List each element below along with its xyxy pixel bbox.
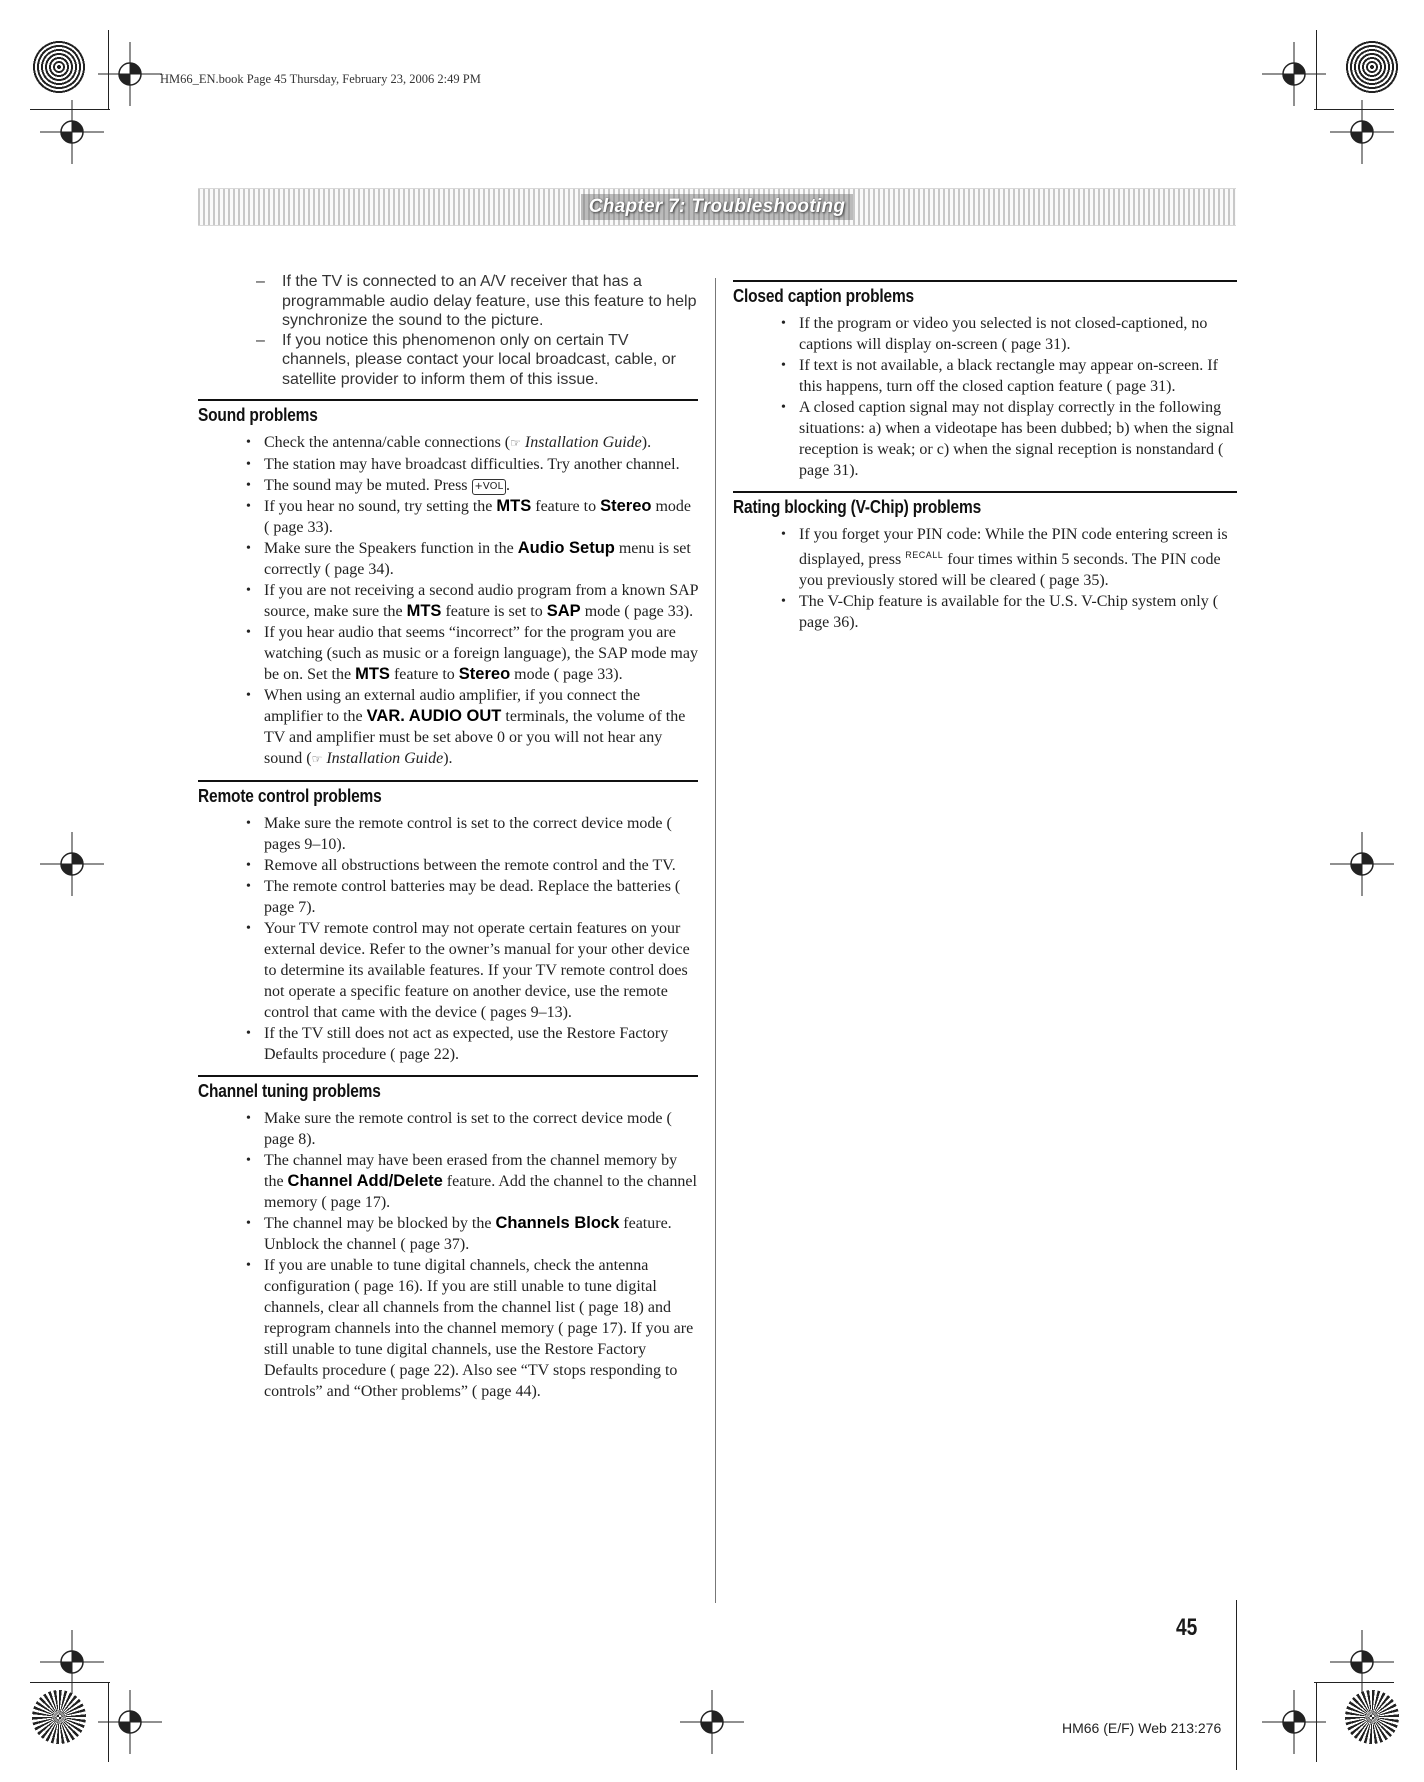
list-item: • If text is not available, a black rectangle may appear on-screen. If this happens, turn off the closed caption feature ( page 31). <box>799 355 1237 397</box>
list-item: • When using an external audio amplifier, if you connect the amplifier to the VAR. AUDIO OUT terminals, the volume of the TV and amplifier must be set above 0 or you will not hear any sound (☞ Installation Guide). <box>264 685 698 770</box>
crop-mark <box>30 1682 110 1683</box>
bullet-list <box>198 432 698 770</box>
list-item: • If you hear no sound, try setting the MTS feature to Stereo mode ( page 33). <box>264 496 698 538</box>
crop-mark <box>1236 1600 1237 1770</box>
list-item: • If you are unable to tune digital channels, check the antenna configuration ( page 16). If you are still unable to tune digital channels, clear all channels from the channel list ( page 18) and reprogram channels into the channel memory ( page 17). If you are still unable to tune digital channels, use the Restore Factory Defaults procedure ( page 22). Also see “TV stops responding to controls” and “Other problems” ( page 44). <box>264 1255 698 1402</box>
registration-dial-icon <box>32 1690 86 1744</box>
list-item: • If you hear audio that seems “incorrect” for the program you are watching (such as music or a foreign language), the SAP mode may be on. Set the MTS feature to Stereo mode ( page 33). <box>264 622 698 685</box>
chapter-banner <box>198 188 1236 226</box>
list-item: • If you are not receiving a second audio program from a known SAP source, make sure the MTS feature is set to SAP mode ( page 33). <box>264 580 698 622</box>
list-item: • If the program or video you selected is not closed-captioned, no captions will display on-screen ( page 31). <box>799 313 1237 355</box>
channel-tuning-problems-section <box>198 1075 698 1402</box>
reference-icon: ☞ <box>311 752 323 766</box>
list-item: • The remote control batteries may be dead. Replace the batteries ( page 7). <box>264 876 698 918</box>
crop-mark <box>108 30 109 110</box>
registration-dial-icon <box>32 40 86 94</box>
bullet-list <box>733 524 1237 633</box>
rating-blocking-problems-section <box>733 491 1237 633</box>
list-item: • The station may have broadcast difficulties. Try another channel. <box>264 454 698 475</box>
crosshair-icon <box>40 1630 104 1694</box>
list-item: • Remove all obstructions between the remote control and the TV. <box>264 855 698 876</box>
crop-mark <box>1314 109 1394 110</box>
crosshair-icon <box>40 832 104 896</box>
crosshair-icon <box>1330 832 1394 896</box>
crop-mark <box>1316 30 1317 110</box>
list-item: • If the TV still does not act as expected, use the Restore Factory Defaults procedure ( page 22). <box>264 1023 698 1065</box>
intro-dash-list <box>256 272 698 389</box>
list-item: • The V-Chip feature is available for the U.S. V-Chip system only ( page 36). <box>799 591 1237 633</box>
list-item: • Check the antenna/cable connections (☞ Installation Guide). <box>264 432 698 454</box>
list-item: • The channel may be blocked by the Channels Block feature. Unblock the channel ( page 37). <box>264 1213 698 1255</box>
page-number: 45 <box>1176 1614 1198 1641</box>
print-footer: HM66 (E/F) Web 213:276 <box>1062 1720 1222 1736</box>
list-item: • Make sure the remote control is set to the correct device mode ( pages 9–10). <box>264 813 698 855</box>
right-column <box>733 280 1237 633</box>
reference-icon: ☞ <box>510 436 521 450</box>
section-rule <box>733 491 1237 493</box>
crop-mark <box>108 1682 109 1762</box>
section-heading: Closed caption problems <box>733 286 914 306</box>
section-heading: Sound problems <box>198 405 318 425</box>
sound-problems-section <box>198 399 698 770</box>
bullet-list <box>198 813 698 1065</box>
list-item: – If you notice this phenomenon only on certain TV channels, please contact your local broadcast, cable, or satellite provider to inform them of this issue. <box>256 331 677 388</box>
registration-dial-icon <box>1345 1690 1399 1744</box>
section-heading: Channel tuning problems <box>198 1081 381 1101</box>
crosshair-icon <box>680 1690 744 1754</box>
left-column <box>198 272 698 1402</box>
recall-button-icon: RECALL <box>905 550 944 560</box>
list-item: • Make sure the remote control is set to the correct device mode ( page 8). <box>264 1108 698 1150</box>
list-item: • If you forget your PIN code: While the PIN code entering screen is displayed, press $^{RECALL}$ four times within 5 seconds. The PIN code you previously stored will be cleared ( page 35). <box>799 524 1237 591</box>
list-item: • Make sure the Speakers function in the Audio Setup menu is set correctly ( page 34). <box>264 538 698 580</box>
volume-up-icon: +VOL <box>472 479 507 495</box>
list-item: • The sound may be muted. Press +VOL . <box>264 475 698 496</box>
crop-mark <box>1314 1682 1394 1683</box>
list-item: – If the TV is connected to an A/V receiver that has a programmable audio delay feature, use this feature to help synchronize the sound to the picture. <box>256 273 697 329</box>
closed-caption-problems-section <box>733 280 1237 481</box>
list-item: • A closed caption signal may not display correctly in the following situations: a) when a videotape has been dubbed; b) when the signal reception is weak; or c) when the signal reception is nonstandard ( page 31). <box>799 397 1237 481</box>
column-divider <box>715 278 716 1603</box>
section-heading: Remote control problems <box>198 786 382 806</box>
section-rule <box>198 399 698 401</box>
registration-dial-icon <box>1345 40 1399 94</box>
chapter-title: Chapter 7: Troubleshooting <box>581 194 854 220</box>
crop-mark <box>1316 1682 1317 1762</box>
section-heading: Rating blocking (V-Chip) problems <box>733 497 982 517</box>
list-item: • Your TV remote control may not operate certain features on your external device. Refer to the owner’s manual for your other device to determine its available features. If your TV remote control does not operate a specific feature on another device, use the remote control that came with the device ( pages 9–13). <box>264 918 698 1023</box>
crosshair-icon <box>1330 1630 1394 1694</box>
bullet-list <box>198 1108 698 1402</box>
section-rule <box>198 780 698 782</box>
remote-control-problems-section <box>198 780 698 1065</box>
list-item: • The channel may have been erased from the channel memory by the Channel Add/Delete feature. Add the channel to the channel memory ( page 17). <box>264 1150 698 1213</box>
section-rule <box>733 280 1237 282</box>
bullet-list <box>733 313 1237 481</box>
section-rule <box>198 1075 698 1077</box>
crop-mark <box>30 109 110 110</box>
print-slug: HM66_EN.book Page 45 Thursday, February 23, 2006 2:49 PM <box>160 72 481 86</box>
